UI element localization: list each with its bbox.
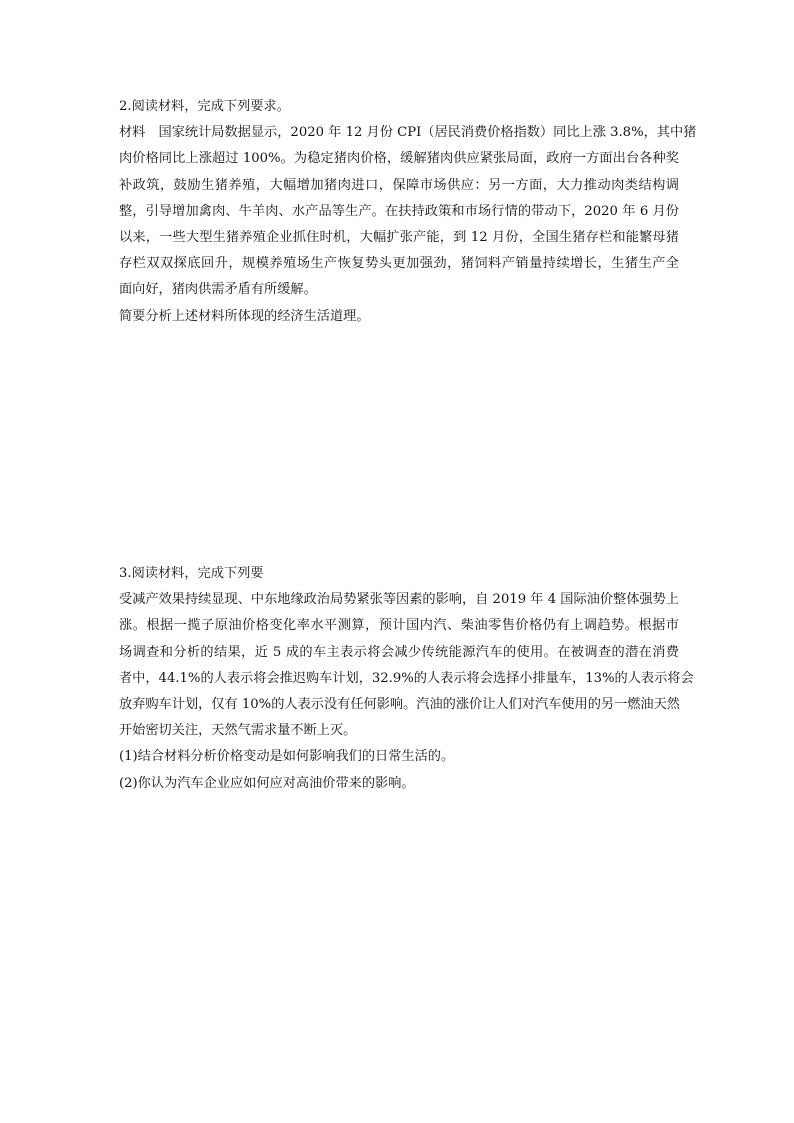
material-line: 放弃购车计划，仅有 10%的人表示没有任何影响。汽油的涨价让人们对汽车使用的另一燃油天然: [119, 696, 680, 712]
material-line: 肉价格同比上涨超过 100%。为稳定猪肉价格，缓解猪肉供应紧张局面，政府一方面出台各种奖: [119, 151, 679, 167]
question-3: [119, 561, 694, 797]
question-3-heading: 3.阅读材料，完成下列要: [119, 566, 264, 581]
material-line: 存栏双双探底回升，规模养殖场生产恢复势头更加强劲，猪饲料产销量持续增长，生猪生产全: [119, 256, 679, 272]
material-line: 受减产效果持续显现、中东地缘政治局势紧张等因素的影响，自 2019 年 4 国际油价整体强势上: [119, 592, 679, 608]
material-line: 者中，44.1%的人表示将会推迟购车计划，32.9%的人表示将会选择小排量车，13%的人表示将会: [119, 670, 694, 686]
material-line: 以来，一些大型生猪养殖企业抓住时机，大幅扩张产能，到 12 月份，全国生猪存栏和能繁母猪: [119, 229, 679, 245]
material-line: 开始密切关注，天然气需求量不断上灭。: [119, 723, 357, 739]
material-line: 涨。根据一揽子原油价格变化率水平测算，预计国内汽、柴油零售价格仍有上调趋势。根据市: [119, 618, 679, 634]
question-2-heading: 2.阅读材料，完成下列要求。: [119, 99, 290, 114]
material-line: 场调查和分析的结果，近 5 成的车主表示将会减少传统能源汽车的使用。在被调查的潜在消费: [119, 644, 679, 660]
material-line: 材料 国家统计局数据显示，2020 年 12 月份 CPI（居民消费价格指数）同比上涨 3.8%，其中猪: [119, 125, 697, 141]
material-line: 补政筑，鼓励生猪养殖，大幅增加猪肉进口，保障市场供应：另一方面，大力推动肉类结构调: [119, 177, 679, 193]
question-2: [119, 94, 697, 330]
sub-question-2: (2)你认为汽车企业应如何应对高油价带来的影响。: [119, 775, 415, 791]
sub-question-1: (1)结合材料分析价格变动是如何影响我们的日常生活的。: [119, 749, 455, 765]
question-2-prompt: 简要分析上述材料所体现的经济生活道理。: [119, 308, 370, 324]
material-line: 面向好，猪肉供需矛盾有所缓解。: [119, 282, 317, 298]
material-line: 整，引导增加禽肉、牛羊肉、水产品等生产。在扶持政策和市场行情的带动下，2020 年 6 月份: [119, 203, 679, 219]
